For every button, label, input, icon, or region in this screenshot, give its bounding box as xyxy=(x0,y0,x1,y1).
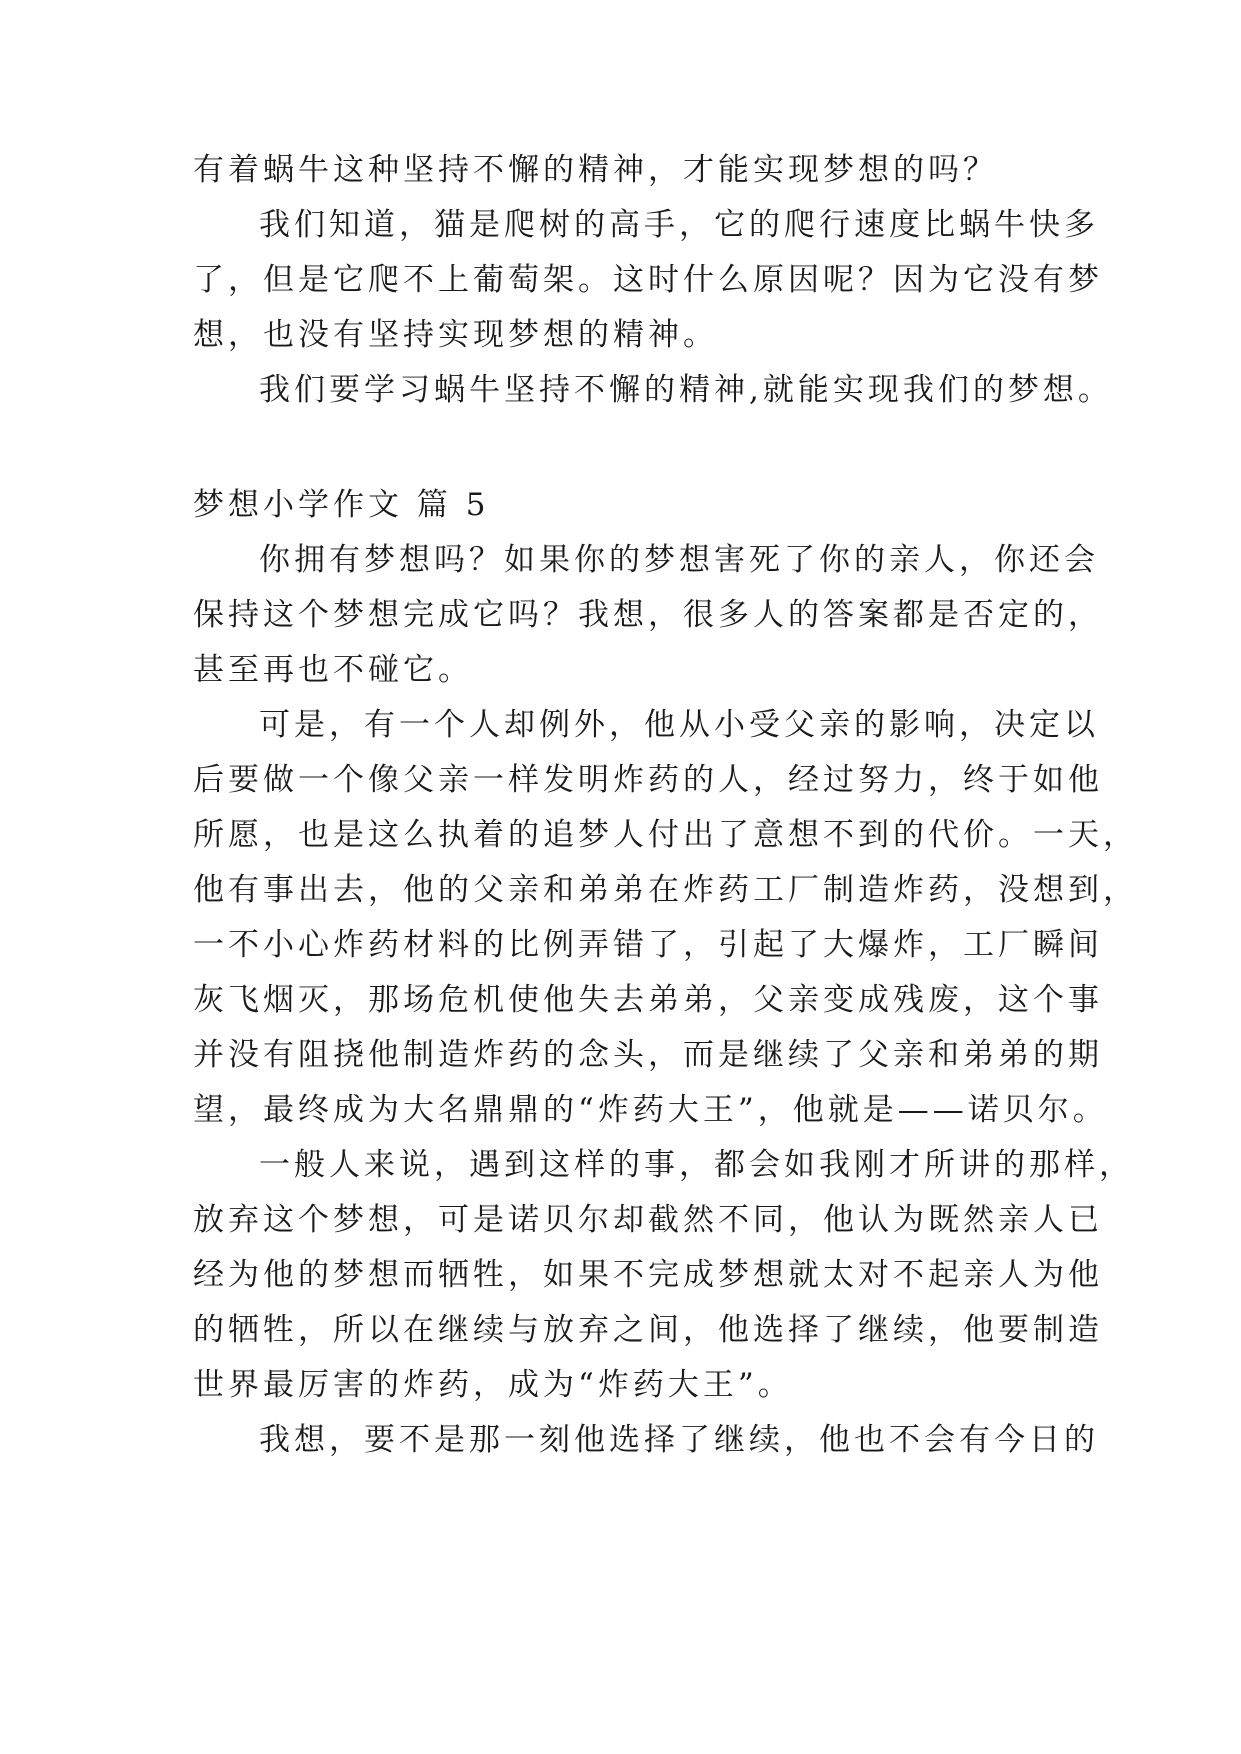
text-line: 想，也没有坚持实现梦想的精神。 xyxy=(193,317,718,353)
text-line: 后要做一个像父亲一样发明炸药的人，经过努力，终于如他 xyxy=(193,762,1103,798)
text-line: 保持这个梦想完成它吗？我想，很多人的答案都是否定的， xyxy=(193,597,1103,633)
text-line: 望，最终成为大名鼎鼎的“炸药大王”，他就是——诺贝尔。 xyxy=(193,1092,1108,1128)
text-line: 他有事出去，他的父亲和弟弟在炸药工厂制造炸药，没想到， xyxy=(193,872,1138,908)
text-line: 所愿，也是这么执着的追梦人付出了意想不到的代价。一天， xyxy=(193,817,1138,853)
text-line: 世界最厉害的炸药，成为“炸药大王”。 xyxy=(193,1367,793,1403)
text-line: 的牺牲，所以在继续与放弃之间，他选择了继续，他要制造 xyxy=(193,1312,1103,1348)
paragraph-start-line: 我们知道，猫是爬树的高手，它的爬行速度比蜗牛快多 xyxy=(259,207,1099,243)
paragraph-start-line: 你拥有梦想吗？如果你的梦想害死了你的亲人，你还会 xyxy=(259,542,1099,578)
paragraph-start-line: 一般人来说，遇到这样的事，都会如我刚才所讲的那样， xyxy=(259,1147,1134,1183)
text-line: 灰飞烟灭，那场危机使他失去弟弟，父亲变成残废，这个事 xyxy=(193,982,1103,1018)
text-line: 一不小心炸药材料的比例弄错了，引起了大爆炸，工厂瞬间 xyxy=(193,927,1103,963)
text-line: 有着蜗牛这种坚持不懈的精神，才能实现梦想的吗？ xyxy=(193,152,998,188)
paragraph-start-line: 我想，要不是那一刻他选择了继续，他也不会有今日的 xyxy=(259,1422,1099,1458)
section-heading: 梦想小学作文 篇 5 xyxy=(193,487,490,523)
paragraph-start-line: 我们要学习蜗牛坚持不懈的精神,就能实现我们的梦想。 xyxy=(259,372,1113,408)
text-line: 甚至再也不碰它。 xyxy=(193,652,473,688)
text-line: 经为他的梦想而牺牲，如果不完成梦想就太对不起亲人为他 xyxy=(193,1257,1103,1293)
text-line: 放弃这个梦想，可是诺贝尔却截然不同，他认为既然亲人已 xyxy=(193,1202,1103,1238)
paragraph-start-line: 可是，有一个人却例外，他从小受父亲的影响，决定以 xyxy=(259,707,1099,743)
text-line: 了，但是它爬不上葡萄架。这时什么原因呢？因为它没有梦 xyxy=(193,262,1103,298)
text-line: 并没有阻挠他制造炸药的念头，而是继续了父亲和弟弟的期 xyxy=(193,1037,1103,1073)
